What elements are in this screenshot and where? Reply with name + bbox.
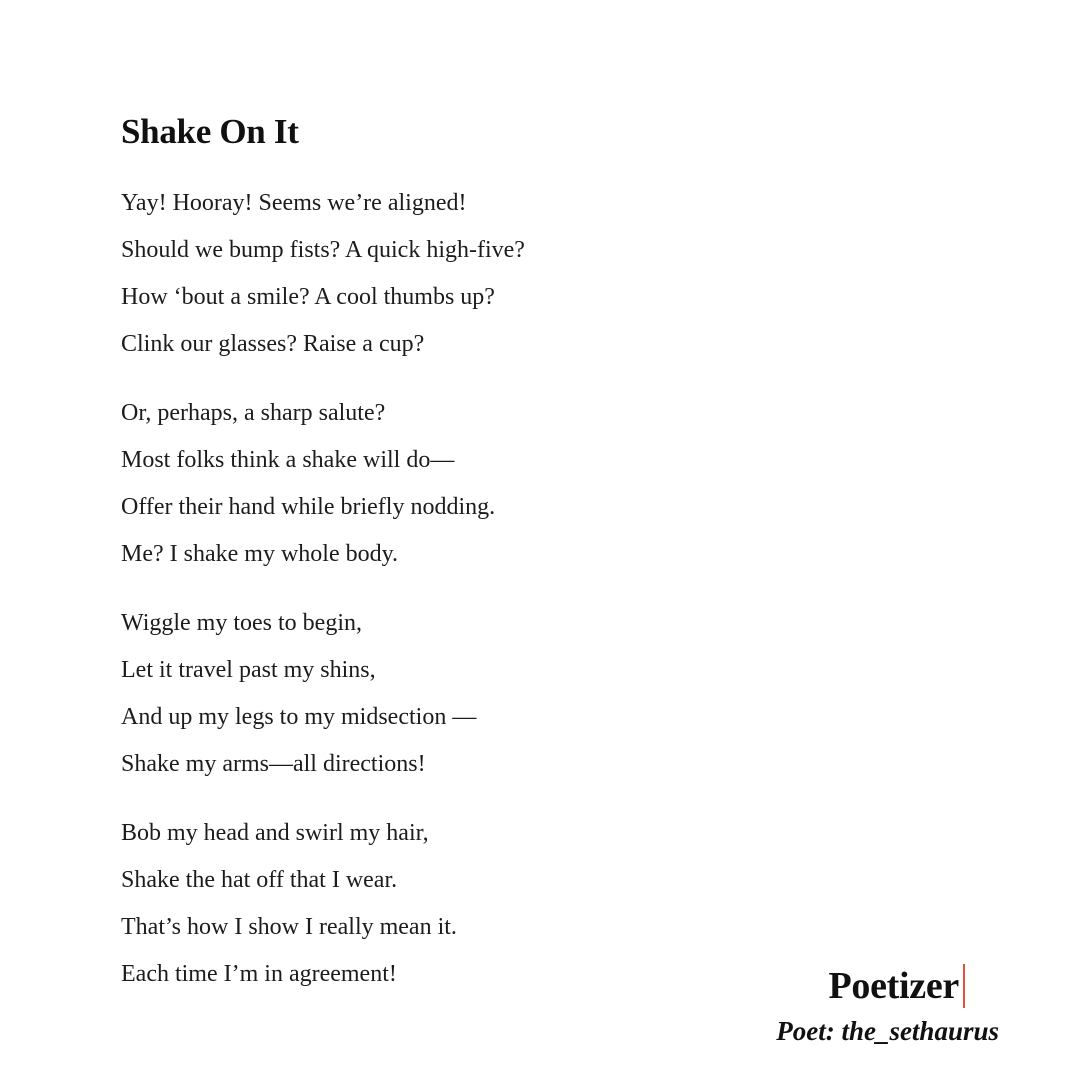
poem-line: Should we bump fists? A quick high-five?: [121, 237, 525, 263]
poem-body: [121, 180, 821, 1020]
text-cursor-icon: [963, 964, 965, 1008]
poem-line: Offer their hand while briefly nodding.: [121, 494, 496, 520]
poem-line: Let it travel past my shins,: [121, 657, 376, 683]
poem-line: Most folks think a shake will do—: [121, 447, 455, 473]
poem-line: That’s how I show I really mean it.: [121, 914, 457, 940]
stanza-1: [121, 180, 821, 368]
poem-line: Wiggle my toes to begin,: [121, 610, 362, 636]
poem-line: And up my legs to my midsection —: [121, 704, 477, 730]
poet-credit: Poet: the_sethaurus: [776, 1016, 999, 1046]
poem-line: How ‘bout a smile? A cool thumbs up?: [121, 284, 495, 310]
brand-logo: [829, 962, 966, 1010]
poem-title: Shake On It: [121, 112, 299, 151]
poem-line: Bob my head and swirl my hair,: [121, 820, 429, 846]
poem-line: Yay! Hooray! Seems we’re aligned!: [121, 190, 467, 216]
poem-line: Me? I shake my whole body.: [121, 541, 399, 567]
brand-name: Poetizer: [828, 965, 959, 1007]
poem-line: Shake my arms—all directions!: [121, 751, 426, 777]
poem-line: Or, perhaps, a sharp salute?: [121, 400, 386, 426]
stanza-3: [121, 600, 821, 788]
poem-line: Shake the hat off that I wear.: [121, 867, 398, 893]
stanza-4: [121, 810, 821, 998]
poem-line: Clink our glasses? Raise a cup?: [121, 331, 425, 357]
stanza-2: [121, 390, 821, 578]
poem-line: Each time I’m in agreement!: [121, 961, 397, 987]
